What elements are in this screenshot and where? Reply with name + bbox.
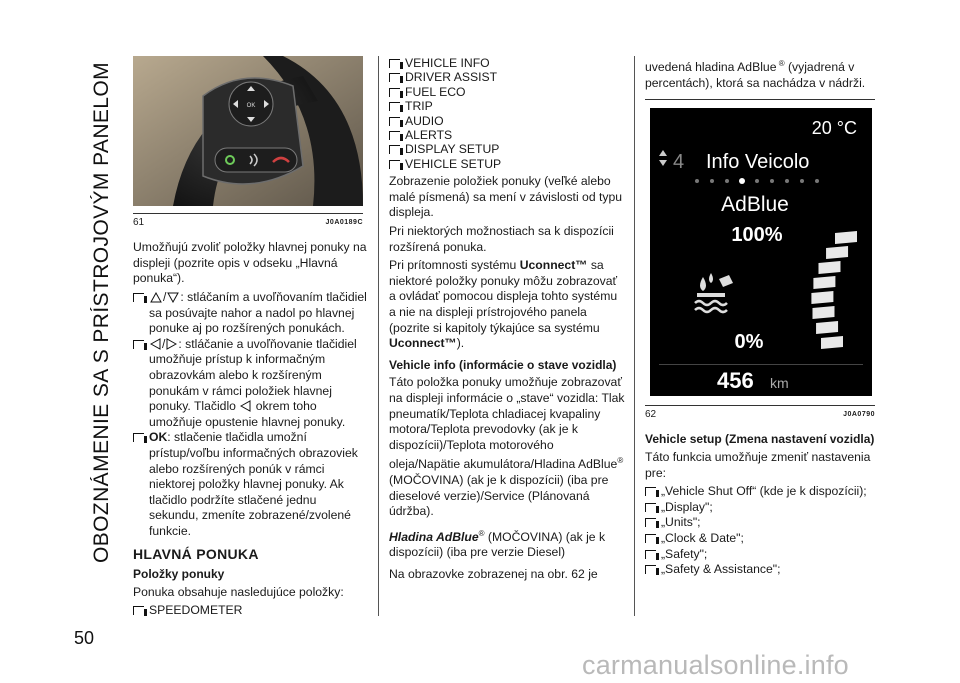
bullet-icon — [389, 131, 400, 140]
menu-title: Info Veicolo — [706, 151, 810, 174]
list-item — [133, 290, 369, 337]
gauge-segment — [821, 336, 843, 349]
list-item — [389, 142, 625, 156]
menu-index: 4 — [673, 151, 685, 174]
list-item — [645, 484, 881, 500]
paragraph: uvedená hladina AdBlue ® (vyjadrená v percentách), ktorá sa nachádza v nádrži. — [645, 59, 866, 90]
list-item — [645, 515, 881, 531]
page-dot — [755, 179, 759, 183]
page-dot — [800, 179, 804, 183]
figure-61-number: 61 — [133, 216, 145, 228]
gauge-segment — [816, 321, 838, 334]
menu-item-label: TRIP — [405, 99, 433, 114]
page-dot — [739, 178, 745, 184]
column-divider-2 — [634, 56, 635, 616]
bullet-icon — [389, 145, 400, 154]
subsection-heading: Vehicle setup (Zmena nastavení vozidla) — [645, 432, 875, 447]
gauge-segment — [835, 231, 857, 244]
italic-heading: Hladina AdBlue — [389, 529, 479, 544]
bullet-icon — [645, 565, 656, 574]
ok-button-label: OK — [246, 103, 256, 109]
setup-item-label: „Clock & Date"; — [661, 531, 744, 545]
menu-item-label: AUDIO — [405, 113, 444, 128]
intro-paragraph: Umožňujú zvoliť položky hlavnej ponuky na displeji (pozrite opis v odseku „Hlavná ponuka“). — [133, 240, 367, 286]
paragraph: Hladina AdBlue® (MOČOVINA) (ak je k dispozícii) (iba pre verzie Diesel) — [389, 528, 606, 560]
menu-item-label: SPEEDOMETER — [149, 603, 243, 618]
page-dot — [785, 179, 789, 183]
bullet-icon — [133, 606, 144, 615]
list-item — [645, 531, 881, 547]
column-3 — [645, 56, 881, 578]
figure-top-rule — [645, 99, 875, 100]
list-item — [389, 56, 625, 70]
arrow-pad — [229, 82, 273, 126]
bullet-icon — [133, 433, 144, 442]
bullet-text: : stláčanie a uvoľňovanie tlačidiel umožňuje prístup k informačným obrazovkám alebo k rozšíreným ponukám v rámci položiek hlavnej ponuky. Tlačidlo — [149, 336, 357, 414]
ok-label: OK — [149, 430, 168, 445]
gauge-segment — [812, 306, 834, 319]
bullet-text: : stlačenie tlačidla umožní prístup/voľbu informačných obrazoviek alebo rozšírených ponúk v rámci niektorej položky hlavnej ponuky. Ak tlačidlo podržíte stlačené jednu sekundu, zmeníte zobrazené/zvolené funkcie. — [149, 430, 358, 538]
item-name: AdBlue — [721, 193, 789, 217]
steering-wheel-controls-photo — [133, 56, 363, 206]
gauge-segment — [811, 291, 833, 304]
list-intro: Ponuka obsahuje nasledujúce položky: — [133, 584, 344, 599]
list-item — [389, 85, 625, 99]
bullet-icon — [133, 340, 144, 349]
figure-62-number: 62 — [645, 408, 657, 420]
page-dot — [815, 179, 819, 183]
bullet-text: okrem toho umožňuje opustenie hlavnej ponuky. — [149, 399, 346, 429]
menu-item-label: ALERTS — [405, 128, 453, 143]
paragraph: Pri niektorých možnostiach sa k dispozícii rozšírená ponuka. — [389, 224, 614, 254]
list-item — [645, 500, 881, 516]
bullet-icon — [645, 550, 656, 559]
column-divider-1 — [378, 56, 379, 616]
menu-items-list — [389, 56, 625, 171]
bullet-icon — [645, 503, 656, 512]
bullet-icon — [389, 160, 400, 169]
bullet-icon — [389, 102, 400, 111]
list-item — [133, 603, 369, 619]
separator: / — [162, 336, 166, 351]
menu-item-label: VEHICLE SETUP — [405, 156, 502, 171]
list-item — [645, 562, 881, 578]
figure-61-code: J0A0189C — [325, 218, 363, 226]
separator: / — [163, 289, 167, 304]
section-heading: HLAVNÁ PONUKA — [133, 546, 259, 563]
figure-62 — [645, 108, 875, 422]
list-item — [389, 114, 625, 128]
column-2 — [389, 56, 625, 586]
gauge-segment — [826, 246, 848, 259]
page-dot — [695, 179, 699, 183]
paragraph: Táto položka ponuky umožňuje zobrazovať na displeji informácie o „stave“ vozidla: Tlak pneumatík/Teplota chladiacej kvapaliny motora/Teplota prevodovky (ak je k dispozícii)/Teplota motorového oleja/Napätie akumulátora/Hladina AdBlue® (MOČOVINA) (ak je k dispozícii) (iba pre dieselové verzie)/Service (Plánovaná údržba). — [389, 375, 625, 519]
gauge-segment — [813, 276, 835, 289]
arrow-left-icon — [150, 338, 161, 350]
figure-62-code: J0A0790 — [843, 410, 875, 418]
range-unit: km — [770, 375, 789, 392]
bullet-icon — [389, 88, 400, 97]
bullet-icon — [645, 534, 656, 543]
setup-item-label: „Display"; — [661, 499, 713, 514]
figure-61-caption — [133, 213, 363, 231]
level-low-label: 0% — [734, 331, 764, 354]
watermark: carmanualsonline.info — [582, 650, 849, 680]
list-item — [645, 547, 881, 563]
paragraph: Pri prítomnosti systému Uconnect™ sa niektoré položky ponuky môžu zobrazovať a ovládať pomocou displeja tohto systému a nie na displeji prístrojového panela (pozrite si kapitoly týkajúce sa systému Uconnect™). — [389, 258, 618, 351]
bullet-text: : stláčaním a uvoľňovaním tlačidiel sa posúvajte nahor a nadol po hlavnej ponuke aj po rozšírených ponukách. — [149, 289, 367, 336]
arrow-up-icon — [150, 292, 162, 303]
list-item — [389, 128, 625, 142]
paragraph: Táto funkcia umožňuje zmeniť nastavenia pre: — [645, 450, 871, 480]
arrow-down-icon — [167, 292, 179, 303]
adblue-display-screenshot — [645, 108, 875, 398]
bullet-icon — [389, 59, 400, 68]
page-number: 50 — [74, 628, 95, 648]
gauge-segment — [818, 261, 840, 274]
page-dot — [770, 179, 774, 183]
bullet-icon — [389, 73, 400, 82]
figure-61 — [133, 56, 363, 230]
level-high-label: 100% — [731, 224, 783, 247]
setup-item-label: „Units"; — [661, 515, 701, 530]
menu-item-label: DRIVER ASSIST — [405, 70, 498, 85]
list-item — [133, 337, 369, 431]
column-1 — [133, 56, 369, 619]
subsection-heading: Položky ponuky — [133, 567, 225, 582]
list-item — [389, 70, 625, 84]
menu-item-label: VEHICLE INFO — [405, 56, 490, 70]
arrow-right-icon — [166, 338, 177, 350]
phone-pad — [215, 148, 297, 172]
setup-item-label: „Safety & Assistance"; — [661, 562, 781, 577]
paragraph: Na obrazovke zobrazenej na obr. 62 je — [389, 567, 598, 582]
list-item — [133, 430, 369, 539]
menu-item-label: FUEL ECO — [405, 84, 466, 99]
range-value: 456 — [717, 368, 754, 394]
page-dot — [725, 179, 729, 183]
bullet-icon — [645, 518, 656, 527]
bullet-icon — [389, 117, 400, 126]
figure-62-caption — [645, 405, 875, 423]
chapter-side-title: OBOZNÁMENIE SA S PRÍSTROJOVÝM PANELOM — [90, 62, 113, 563]
setup-item-label: „Safety"; — [661, 546, 708, 561]
brand-name: Uconnect™ — [519, 258, 588, 273]
arrow-left-icon — [240, 400, 251, 412]
bullet-icon — [133, 293, 144, 302]
bullet-icon — [645, 487, 656, 496]
menu-item-label: DISPLAY SETUP — [405, 142, 500, 157]
list-item — [389, 99, 625, 113]
list-item — [389, 157, 625, 171]
brand-name: Uconnect™ — [389, 336, 457, 351]
subsection-heading: Vehicle info (informácie o stave vozidla) — [389, 357, 617, 372]
page-dot — [710, 179, 714, 183]
temperature-readout: 20 °C — [811, 118, 857, 139]
setup-item-label: „Vehicle Shut Off“ (kde je k dispozícii); — [661, 484, 867, 499]
paragraph: Zobrazenie položiek ponuky (veľké alebo malé písmená) sa mení v závislosti od typu displeja. — [389, 174, 623, 220]
